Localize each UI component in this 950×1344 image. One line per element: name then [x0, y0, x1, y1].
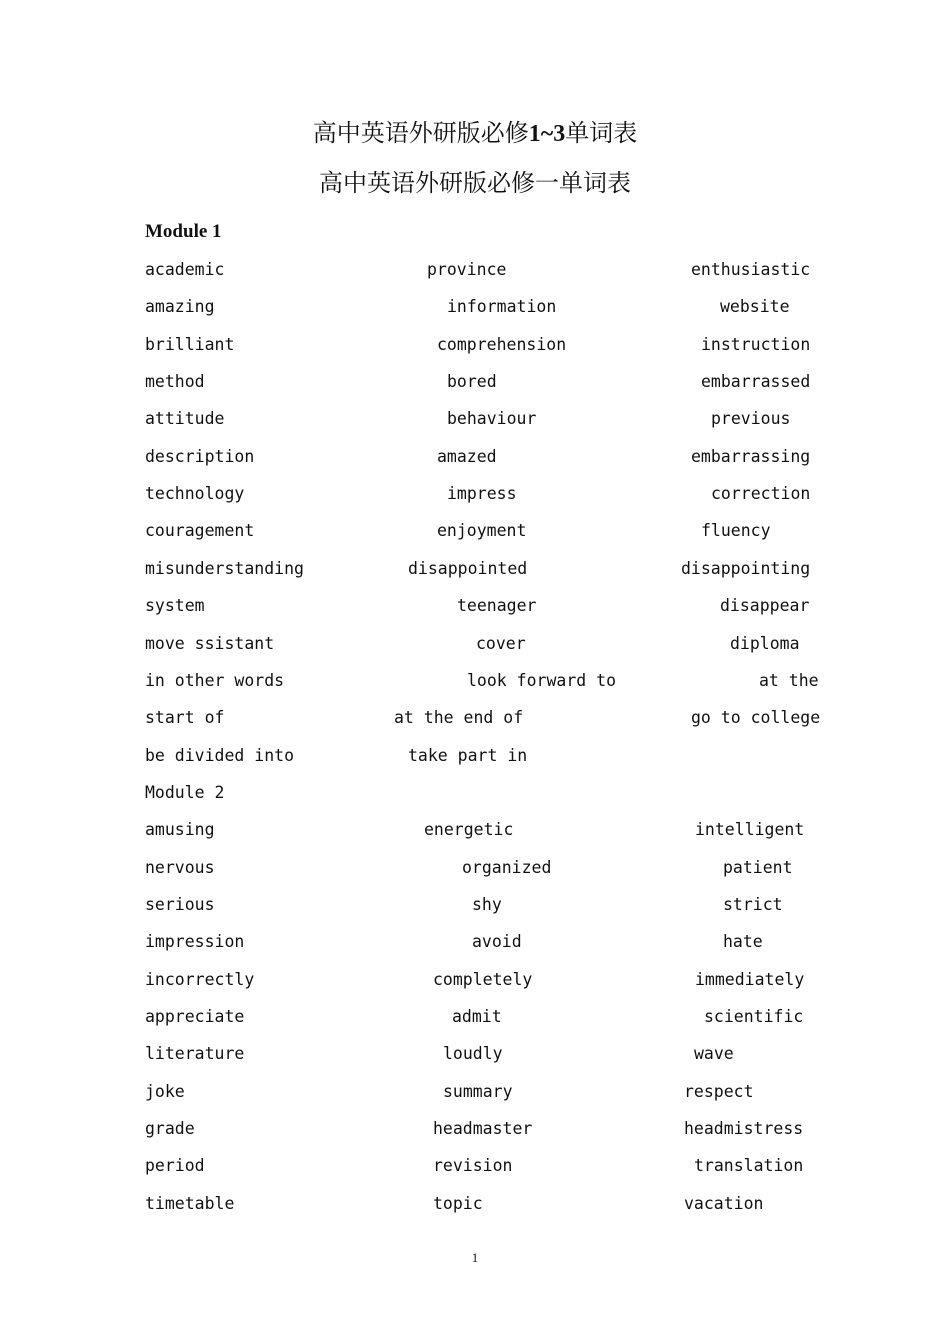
vocab-word: energetic [424, 820, 514, 840]
vocab-word: admit [452, 1007, 502, 1026]
word-row [0, 1004, 950, 1030]
vocab-word: incorrectly [145, 969, 255, 989]
vocab-word: academic [145, 260, 225, 279]
word-row [0, 257, 950, 283]
vocab-word: disappear [720, 596, 810, 616]
vocab-word: couragement [145, 521, 255, 541]
vocab-word: information [447, 297, 557, 317]
word-row [0, 294, 950, 320]
vocab-word: scientific [704, 1007, 804, 1026]
word-row [0, 369, 950, 395]
word-row [0, 1116, 950, 1142]
vocab-word: fluency [701, 521, 771, 541]
word-row [0, 518, 950, 544]
vocab-word: respect [684, 1081, 754, 1101]
word-row [0, 855, 950, 881]
word-row [0, 1041, 950, 1067]
vocab-word: amazed [437, 446, 497, 466]
vocab-word: vacation [684, 1193, 764, 1213]
word-row [0, 780, 950, 806]
vocab-word: diploma [730, 633, 800, 653]
vocab-word: look forward to [467, 670, 617, 690]
vocab-word: immediately [695, 969, 805, 989]
word-row [0, 444, 950, 470]
vocab-word: literature [145, 1044, 245, 1064]
vocab-word: province [427, 260, 507, 279]
title-line1-post: 单词表 [565, 119, 638, 147]
vocab-word: disappointing [681, 558, 811, 578]
vocab-word: website [720, 297, 790, 317]
vocab-word: impression [145, 932, 245, 952]
vocab-word: patient [723, 857, 793, 877]
vocab-word: strict [723, 894, 783, 914]
vocab-word: hate [723, 932, 763, 952]
vocab-word: attitude [145, 409, 225, 429]
word-row [0, 705, 950, 731]
vocab-word: method [145, 372, 205, 392]
vocab-word: nervous [145, 857, 215, 877]
vocab-word: timetable [145, 1193, 235, 1213]
vocab-word: start of [145, 708, 225, 728]
vocab-word: headmistress [684, 1119, 804, 1139]
vocab-word: topic [433, 1193, 483, 1213]
vocab-word: summary [443, 1081, 513, 1101]
vocab-word: cover [476, 633, 526, 653]
word-row [0, 1153, 950, 1179]
word-row [0, 631, 950, 657]
vocab-word: system [145, 596, 205, 616]
vocab-word: intelligent [695, 820, 805, 840]
word-row [0, 743, 950, 769]
vocab-word: description [145, 446, 255, 466]
vocab-word: teenager [457, 596, 537, 616]
vocab-word: headmaster [433, 1119, 533, 1139]
vocab-word: appreciate [145, 1007, 245, 1026]
vocab-word: completely [433, 969, 533, 989]
vocab-word: comprehension [437, 334, 567, 354]
vocab-word: amazing [145, 297, 215, 317]
vocab-word: embarrassing [691, 446, 811, 466]
word-row [0, 593, 950, 619]
word-row [0, 668, 950, 694]
vocab-word: behaviour [447, 409, 537, 429]
vocab-word: take part in [408, 745, 528, 765]
title-line1-pre: 高中英语外研版必修 [312, 119, 529, 147]
vocab-word: technology [145, 484, 245, 504]
vocab-word: amusing [145, 820, 215, 840]
document-title [0, 118, 950, 149]
vocab-word: loudly [443, 1044, 503, 1064]
word-row [0, 967, 950, 993]
page-number: 1 [471, 1250, 479, 1265]
vocab-word: disappointed [408, 558, 528, 578]
vocab-word: enjoyment [437, 521, 527, 541]
vocab-word: move ssistant [145, 633, 275, 653]
vocab-word: enthusiastic [691, 260, 811, 279]
word-row [0, 332, 950, 358]
word-row [0, 406, 950, 432]
vocab-word: shy [472, 894, 502, 914]
vocab-word: in other words [145, 670, 285, 690]
vocab-word: correction [711, 484, 811, 504]
vocab-word: bored [447, 372, 497, 392]
vocab-word: wave [694, 1044, 734, 1064]
title-line1-num: 1~3 [528, 121, 566, 147]
document-subtitle: 高中英语外研版必修一单词表 [319, 169, 631, 197]
vocab-word: be divided into [145, 745, 295, 765]
vocab-word: period [145, 1156, 205, 1176]
vocab-word: revision [433, 1156, 513, 1176]
vocab-word: instruction [701, 334, 811, 354]
vocab-word: grade [145, 1119, 195, 1139]
vocab-word: organized [462, 857, 552, 877]
vocab-word: misunderstanding [145, 558, 304, 578]
vocab-word: serious [145, 894, 215, 914]
vocab-word: translation [694, 1156, 804, 1176]
vocab-word: at the [759, 670, 819, 690]
vocab-word: Module 2 [145, 782, 225, 802]
word-row [0, 1191, 950, 1217]
word-row [0, 892, 950, 918]
vocab-word: joke [145, 1081, 185, 1101]
vocab-word: at the end of [394, 708, 524, 728]
vocab-word: impress [447, 484, 517, 504]
vocab-word: brilliant [145, 334, 235, 354]
word-row [0, 556, 950, 582]
vocab-word: previous [711, 409, 791, 429]
word-row [0, 929, 950, 955]
vocab-word: go to college [691, 708, 821, 728]
word-row [0, 1079, 950, 1105]
vocab-word: avoid [472, 932, 522, 952]
word-row [0, 481, 950, 507]
module-1-heading: Module 1 [145, 221, 222, 242]
vocab-word: embarrassed [701, 372, 811, 392]
word-row [0, 817, 950, 843]
